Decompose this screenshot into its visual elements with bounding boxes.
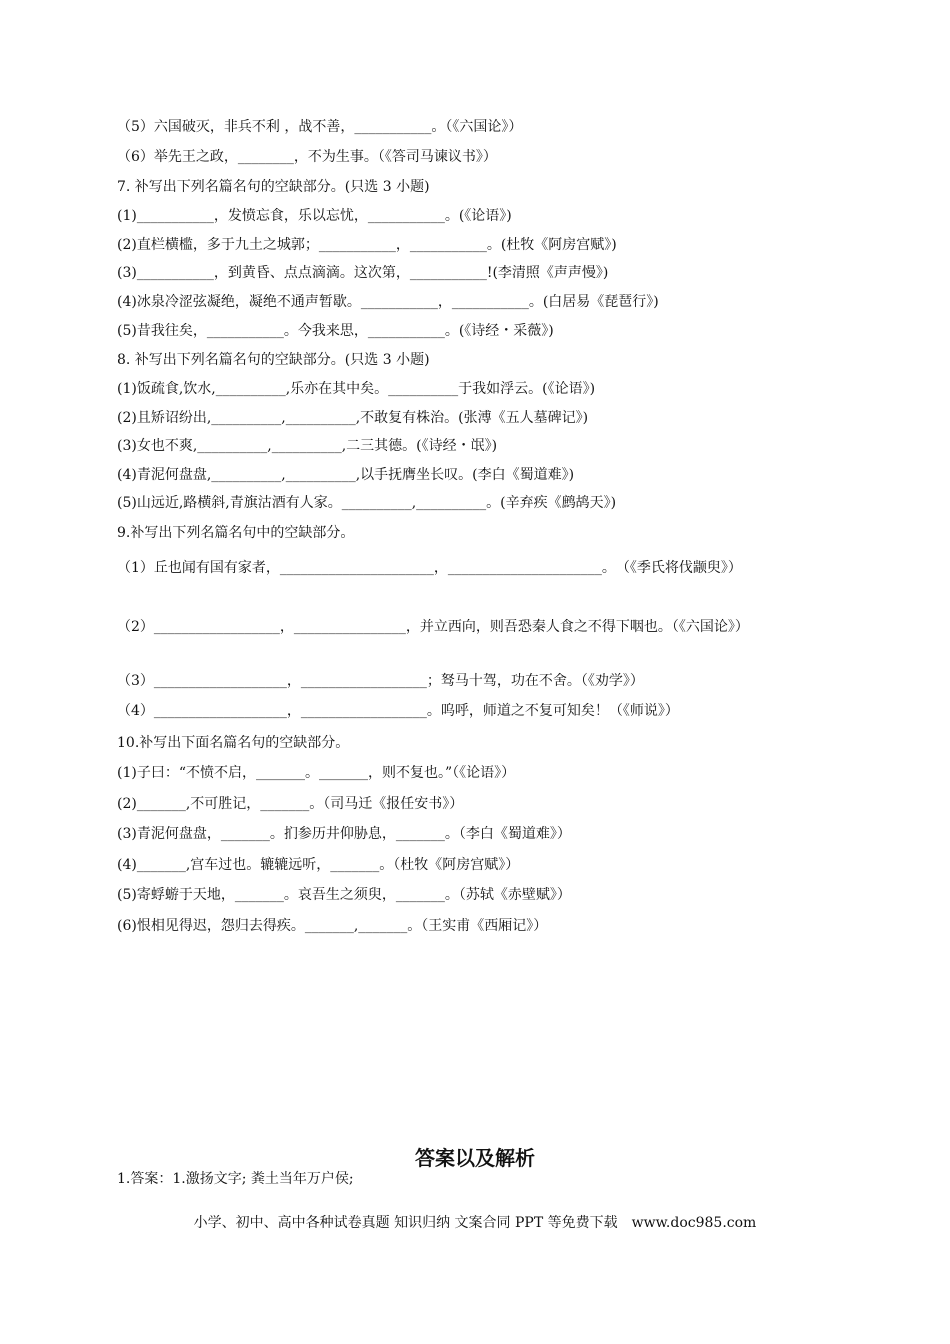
text-line: (2)直栏横槛，多于九土之城郭；___________，___________。(杜牧《阿房宫赋》): [117, 237, 617, 253]
text-line: (2)且矫诏纷出,__________,__________,不敢复有株治。(张溥《五人墓碑记》): [117, 410, 589, 426]
footer-text: 小学、初中、高中各种试卷真题 知识归纳 文案合同 PPT 等免费下载 www.doc985.com: [193, 1215, 757, 1231]
text-line: （5）六国破灭，非兵不利 ，战不善，___________。（《六国论》）: [117, 119, 523, 135]
section-heading: 9.补写出下列名篇名句中的空缺部分。: [117, 525, 355, 541]
text-line: （3）___________________，__________________；驽马十驾，功在不舍。（《劝学》）: [117, 673, 644, 689]
section-heading: 7. 补写出下列名篇名句的空缺部分。(只选 3 小题): [117, 179, 430, 195]
text-line: （1）丘也闻有国有家者，______________________，______________________。 （《季氏将伐颛臾》）: [117, 560, 742, 576]
answer-line: 1.答案：1.激扬文字; 粪土当年万户侯;: [117, 1171, 354, 1187]
section-heading: 10.补写出下面名篇名句的空缺部分。: [117, 735, 350, 751]
text-line: (1)___________，发愤忘食，乐以忘忧，___________。(《论语》): [117, 208, 512, 224]
text-line: (5)昔我往矣，___________。今我来思，___________。(《诗经・采薇》): [117, 323, 554, 339]
text-line: (3)女也不爽,__________,__________,二三其德。(《诗经・氓》): [117, 438, 498, 454]
text-line: （4）___________________，__________________。呜呼，师道之不复可知矣！（《师说》）: [117, 703, 679, 719]
text-line: (4)青泥何盘盘,__________,__________,以手抚膺坐长叹。(李白《蜀道难》): [117, 467, 575, 483]
text-line: (4)_______,宫车过也。辘辘远听，_______。（杜牧《阿房宫赋》）: [117, 857, 520, 873]
text-line: (1)子曰：“不愤不启，_______。_______，则不复也。”（《论语》）: [117, 765, 516, 781]
answer-title: 答案以及解析: [415, 1146, 535, 1170]
section-heading: 8. 补写出下列名篇名句的空缺部分。(只选 3 小题): [117, 352, 430, 368]
text-line: (4)冰泉冷涩弦凝绝，凝绝不通声暂歇。___________，___________。(白居易《琵琶行》): [117, 294, 659, 310]
text-line: (5)山远近,路横斜,青旗沽酒有人家。__________,__________。(辛弃疾《鹧鸪天》): [117, 495, 617, 511]
text-line: (1)饭疏食,饮水,__________,乐亦在其中矣。__________于我如浮云。(《论语》): [117, 381, 596, 397]
text-line: (6)恨相见得迟，怨归去得疾。_______,_______。（王实甫《西厢记》）: [117, 918, 548, 934]
text-line: (5)寄蜉蝣于天地，_______。哀吾生之须臾，_______。（苏轼《赤壁赋》）: [117, 887, 571, 903]
text-line: (3)___________，到黄昏、点点滴滴。这次第，___________!(李清照《声声慢》): [117, 265, 609, 281]
text-line: (2)_______,不可胜记，_______。（司马迁《报任安书》）: [117, 796, 464, 812]
text-line: (3)青泥何盘盘，_______。扪参历井仰胁息，_______。（李白《蜀道难》）: [117, 826, 571, 842]
text-line: （2）__________________，________________，并立西向，则吾恐秦人食之不得下咽也。（《六国论》）: [117, 619, 749, 635]
text-line: （6）举先王之政，________，不为生事。（《答司马谏议书》）: [117, 149, 497, 165]
